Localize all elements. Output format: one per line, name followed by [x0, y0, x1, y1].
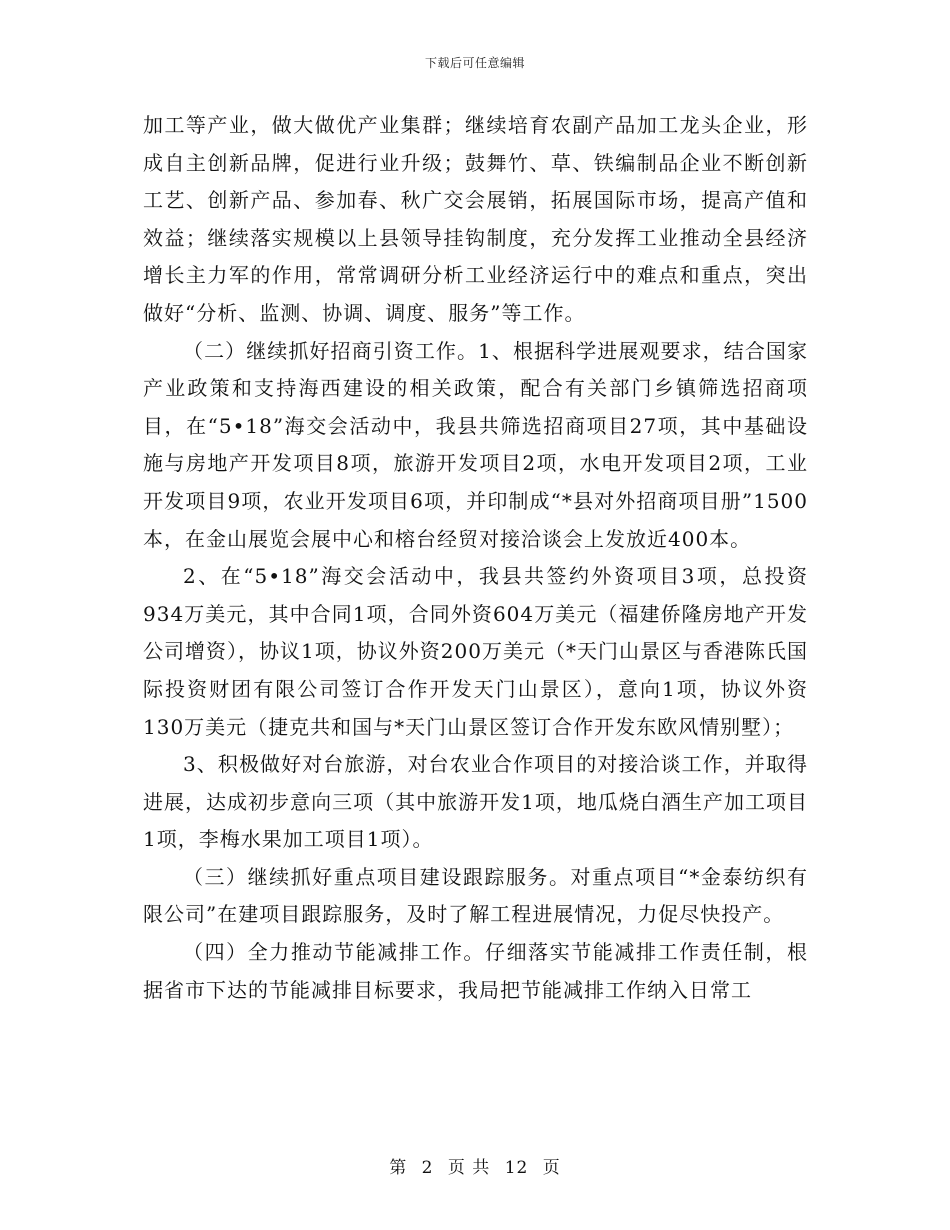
header-note: 下载后可任意编辑 [424, 56, 525, 70]
page-footer [0, 1153, 950, 1178]
paragraph-4: 3、积极做好对台旅游，对台农业合作项目的对接洽谈工作，并取得进展，达成初步意向三项（其中旅游开发1项，地瓜烧白酒生产加工项目1项，李梅水果加工项目1项）。 [143, 752, 808, 852]
paragraph-2: （二）继续抓好招商引资工作。1、根据科学进展观要求，结合国家产业政策和支持海西建设的相关政策，配合有关部门乡镇筛选招商项目，在“5•18”海交会活动中，我县共筛选招商项目27项，其中基础设施与房地产开发项目8项，旅游开发项目2项，水电开发项目2项，工业开发项目9项，农业开发项目6项，并印制成“*县对外招商项目册”1500本，在金山展览会展中心和榕台经贸对接洽谈会上发放近400本。 [143, 338, 808, 551]
footer-middle: 页 共 [447, 1158, 491, 1178]
paragraph-6: （四）全力推动节能减排工作。仔细落实节能减排工作责任制，根据省市下达的节能减排目标要求，我局把节能减排工作纳入日常工 [143, 940, 808, 1002]
footer-prefix: 第 [389, 1158, 408, 1178]
footer-current-page: 2 [421, 1158, 434, 1178]
document-body [143, 107, 808, 1009]
footer-suffix: 页 [542, 1158, 561, 1178]
paragraph-5: （三）继续抓好重点项目建设跟踪服务。对重点项目“*金泰纺织有限公司”在建项目跟踪服务，及时了解工程进展情况，力促尽快投产。 [143, 864, 808, 927]
footer-total-pages: 12 [504, 1158, 529, 1178]
paragraph-1: 加工等产业，做大做优产业集群；继续培育农副产品加工龙头企业，形成自主创新品牌，促进行业升级；鼓舞竹、草、铁编制品企业不断创新工艺、创新产品、参加春、秋广交会展销，拓展国际市场，提高产值和效益；继续落实规模以上县领导挂钩制度，充分发挥工业推动全县经济增长主力军的作用，常常调研分析工业经济运行中的难点和重点，突出做好“分析、监测、协调、调度、服务”等工作。 [143, 113, 808, 325]
paragraph-3: 2、在“5•18”海交会活动中，我县共签约外资项目3项，总投资934万美元，其中合同1项，合同外资604万美元（福建侨隆房地产开发公司增资），协议1项，协议外资200万美元（*天门山景区与香港陈氏国际投资财团有限公司签订合作开发天门山景区），意向1项，协议外资130万美元（捷克共和国与*天门山景区签订合作开发东欧风情别墅）； [143, 564, 808, 739]
